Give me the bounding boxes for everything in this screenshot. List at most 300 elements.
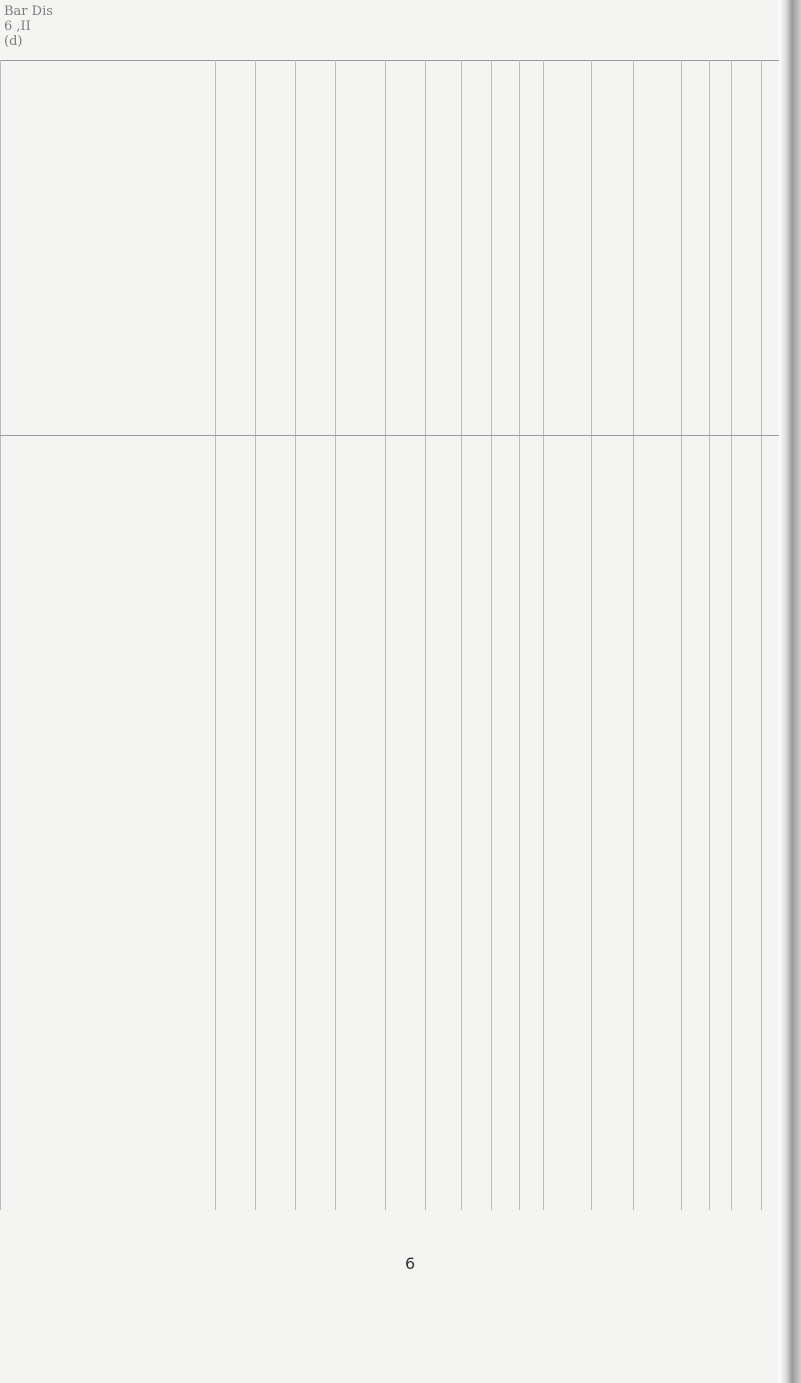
table-cell — [386, 836, 426, 867]
table-row — [1, 590, 796, 621]
table-cell — [386, 1021, 426, 1052]
table-cell — [386, 713, 426, 744]
table-cell — [544, 775, 592, 806]
column-header — [462, 61, 492, 436]
table-cell — [256, 436, 296, 467]
table-cell — [520, 682, 544, 713]
row-label — [1, 651, 216, 682]
table-cell — [710, 682, 732, 713]
table-cell — [492, 867, 520, 898]
table-cell — [386, 559, 426, 590]
table-cell — [296, 1052, 336, 1083]
table-cell — [732, 805, 762, 836]
table-cell — [492, 836, 520, 867]
table-cell — [634, 898, 682, 929]
table-row — [1, 436, 796, 467]
table-cell — [336, 867, 386, 898]
table-cell — [710, 590, 732, 621]
table-cell — [520, 1021, 544, 1052]
table-cell — [256, 990, 296, 1021]
table-cell — [634, 775, 682, 806]
table-cell — [462, 498, 492, 529]
table-cell — [634, 621, 682, 652]
table-cell — [682, 559, 710, 590]
table-cell — [386, 467, 426, 498]
row-label — [1, 775, 216, 806]
row-label — [1, 744, 216, 775]
table-cell — [520, 1082, 544, 1210]
page-edge-shadow — [779, 0, 801, 1383]
table-cell — [682, 528, 710, 559]
table-cell — [592, 590, 634, 621]
table-cell — [386, 682, 426, 713]
table-cell — [492, 559, 520, 590]
table-cell — [216, 1082, 256, 1210]
table-cell — [462, 621, 492, 652]
table-cell — [634, 929, 682, 960]
table-row — [1, 682, 796, 713]
table-cell — [426, 590, 462, 621]
table-cell — [710, 1052, 732, 1083]
table-cell — [710, 898, 732, 929]
table-cell — [216, 651, 256, 682]
table-cell — [216, 1052, 256, 1083]
table-cell — [544, 651, 592, 682]
table-cell — [386, 898, 426, 929]
table-cell — [492, 467, 520, 498]
table-cell — [216, 559, 256, 590]
table-cell — [256, 959, 296, 990]
column-header — [296, 61, 336, 436]
table-cell — [462, 590, 492, 621]
table-cell — [732, 1082, 762, 1210]
table-cell — [544, 1052, 592, 1083]
table-cell — [336, 898, 386, 929]
table-row — [1, 651, 796, 682]
table-cell — [492, 1082, 520, 1210]
table-cell — [296, 436, 336, 467]
table-cell — [462, 805, 492, 836]
table-cell — [520, 559, 544, 590]
table-cell — [634, 805, 682, 836]
table-cell — [710, 990, 732, 1021]
row-label — [1, 1021, 216, 1052]
table-cell — [256, 1021, 296, 1052]
table-cell — [492, 990, 520, 1021]
table-cell — [336, 436, 386, 467]
table-cell — [710, 805, 732, 836]
table-cell — [256, 621, 296, 652]
table-cell — [732, 744, 762, 775]
table-row — [1, 1021, 796, 1052]
table-row — [1, 959, 796, 990]
table-cell — [592, 682, 634, 713]
data-table — [0, 60, 796, 1210]
table-cell — [492, 528, 520, 559]
table-cell — [710, 559, 732, 590]
table-cell — [682, 498, 710, 529]
table-row — [1, 990, 796, 1021]
column-header — [544, 61, 592, 436]
table-cell — [256, 836, 296, 867]
table-cell — [520, 498, 544, 529]
column-header — [386, 61, 426, 436]
table-cell — [520, 621, 544, 652]
table-cell — [732, 1021, 762, 1052]
table-cell — [216, 775, 256, 806]
column-header — [492, 61, 520, 436]
table-cell — [592, 867, 634, 898]
table-cell — [682, 621, 710, 652]
table-cell — [462, 775, 492, 806]
table-cell — [492, 436, 520, 467]
row-label — [1, 1052, 216, 1083]
table-cell — [592, 990, 634, 1021]
table-cell — [520, 929, 544, 960]
table-cell — [492, 713, 520, 744]
table-cell — [592, 898, 634, 929]
table-cell — [634, 467, 682, 498]
table-cell — [492, 1021, 520, 1052]
table-cell — [710, 621, 732, 652]
table-cell — [682, 959, 710, 990]
table-cell — [682, 713, 710, 744]
table-cell — [492, 959, 520, 990]
row-label — [1, 929, 216, 960]
table-cell — [386, 621, 426, 652]
table-cell — [710, 651, 732, 682]
table-cell — [256, 682, 296, 713]
table-cell — [634, 836, 682, 867]
table-cell — [462, 436, 492, 467]
table-cell — [544, 744, 592, 775]
row-label — [1, 467, 216, 498]
table-cell — [732, 836, 762, 867]
table-cell — [336, 990, 386, 1021]
page-number: 6 — [405, 1254, 416, 1273]
column-header — [1, 61, 216, 436]
table-cell — [544, 467, 592, 498]
table-cell — [544, 867, 592, 898]
table-cell — [462, 682, 492, 713]
table-cell — [634, 528, 682, 559]
table-cell — [682, 775, 710, 806]
table-cell — [544, 805, 592, 836]
table-cell — [336, 528, 386, 559]
table-cell — [592, 621, 634, 652]
table-cell — [256, 805, 296, 836]
table-cell — [634, 436, 682, 467]
table-cell — [426, 528, 462, 559]
table-cell — [634, 1021, 682, 1052]
table-cell — [492, 898, 520, 929]
table-cell — [592, 929, 634, 960]
table-cell — [492, 651, 520, 682]
table-cell — [732, 898, 762, 929]
table-cell — [386, 436, 426, 467]
table-cell — [216, 621, 256, 652]
table-cell — [386, 805, 426, 836]
table-cell — [544, 898, 592, 929]
table-cell — [732, 467, 762, 498]
table-cell — [732, 621, 762, 652]
table-cell — [682, 836, 710, 867]
table-cell — [216, 528, 256, 559]
table-cell — [256, 590, 296, 621]
table-cell — [520, 590, 544, 621]
table-cell — [634, 1082, 682, 1210]
table-cell — [682, 651, 710, 682]
table-cell — [216, 929, 256, 960]
table-cell — [216, 805, 256, 836]
table-cell — [682, 990, 710, 1021]
table-row — [1, 775, 796, 806]
column-header — [682, 61, 710, 436]
table-cell — [732, 959, 762, 990]
table-cell — [682, 898, 710, 929]
table-row — [1, 528, 796, 559]
table-cell — [386, 744, 426, 775]
table-cell — [336, 559, 386, 590]
table-cell — [592, 651, 634, 682]
table-cell — [634, 867, 682, 898]
table-cell — [336, 682, 386, 713]
table-cell — [336, 713, 386, 744]
table-cell — [296, 990, 336, 1021]
table-cell — [682, 1052, 710, 1083]
table-cell — [426, 651, 462, 682]
table-cell — [336, 959, 386, 990]
table-cell — [682, 744, 710, 775]
row-label — [1, 682, 216, 713]
table-cell — [296, 959, 336, 990]
table-cell — [634, 682, 682, 713]
table-cell — [592, 744, 634, 775]
table-cell — [710, 713, 732, 744]
table-cell — [462, 1021, 492, 1052]
table-cell — [426, 744, 462, 775]
table-cell — [216, 498, 256, 529]
table-cell — [462, 651, 492, 682]
table-cell — [336, 1082, 386, 1210]
table-cell — [462, 467, 492, 498]
table-cell — [710, 436, 732, 467]
table-cell — [296, 929, 336, 960]
table-cell — [544, 498, 592, 529]
table-cell — [296, 713, 336, 744]
table-cell — [682, 805, 710, 836]
row-label — [1, 528, 216, 559]
table-row — [1, 713, 796, 744]
table-cell — [296, 898, 336, 929]
table-cell — [544, 528, 592, 559]
table-cell — [634, 1052, 682, 1083]
table-cell — [336, 744, 386, 775]
table-cell — [462, 959, 492, 990]
table-cell — [592, 559, 634, 590]
table-row — [1, 498, 796, 529]
table-cell — [336, 651, 386, 682]
table-cell — [426, 1021, 462, 1052]
table-cell — [732, 775, 762, 806]
table-row — [1, 805, 796, 836]
table-cell — [426, 713, 462, 744]
table-cell — [336, 805, 386, 836]
row-label — [1, 621, 216, 652]
table-cell — [592, 498, 634, 529]
table-cell — [216, 590, 256, 621]
table-cell — [426, 898, 462, 929]
table-cell — [592, 959, 634, 990]
table-cell — [462, 929, 492, 960]
table-cell — [634, 959, 682, 990]
table-row — [1, 559, 796, 590]
table-cell — [296, 836, 336, 867]
table-cell — [732, 651, 762, 682]
table-cell — [426, 498, 462, 529]
table-cell — [462, 744, 492, 775]
table-cell — [492, 498, 520, 529]
table-cell — [732, 436, 762, 467]
table-cell — [256, 1052, 296, 1083]
table-cell — [426, 436, 462, 467]
table-cell — [336, 467, 386, 498]
table-cell — [592, 836, 634, 867]
table-cell — [544, 959, 592, 990]
table-cell — [426, 1052, 462, 1083]
table-cell — [492, 929, 520, 960]
table-cell — [336, 836, 386, 867]
table-row — [1, 898, 796, 929]
table-cell — [732, 929, 762, 960]
table-cell — [732, 990, 762, 1021]
table-row — [1, 467, 796, 498]
table-cell — [336, 621, 386, 652]
table-cell — [520, 528, 544, 559]
table-cell — [426, 1082, 462, 1210]
table-cell — [336, 1052, 386, 1083]
table-cell — [426, 467, 462, 498]
table-cell — [492, 590, 520, 621]
column-header — [592, 61, 634, 436]
table-cell — [462, 1082, 492, 1210]
table-cell — [256, 775, 296, 806]
table-cell — [216, 836, 256, 867]
row-label — [1, 498, 216, 529]
table-cell — [336, 498, 386, 529]
table-cell — [216, 867, 256, 898]
table-cell — [682, 682, 710, 713]
table-cell — [520, 775, 544, 806]
table-row — [1, 929, 796, 960]
table-cell — [386, 775, 426, 806]
table-cell — [336, 590, 386, 621]
table-cell — [462, 713, 492, 744]
table-cell — [256, 467, 296, 498]
table-row — [1, 836, 796, 867]
table-cell — [732, 682, 762, 713]
table-cell — [544, 1021, 592, 1052]
table-cell — [520, 436, 544, 467]
table-cell — [682, 1021, 710, 1052]
table-cell — [216, 990, 256, 1021]
table-cell — [462, 1052, 492, 1083]
table-cell — [544, 590, 592, 621]
table-cell — [710, 1021, 732, 1052]
table-cell — [336, 1021, 386, 1052]
table-cell — [492, 682, 520, 713]
table-cell — [592, 1082, 634, 1210]
table-cell — [462, 836, 492, 867]
table-cell — [544, 713, 592, 744]
table-cell — [592, 467, 634, 498]
corner-marks — [0, 0, 154, 56]
table-cell — [520, 990, 544, 1021]
table-body — [1, 436, 796, 1211]
table-cell — [462, 559, 492, 590]
table-row — [1, 1052, 796, 1083]
column-header — [256, 61, 296, 436]
table-cell — [216, 1021, 256, 1052]
table-cell — [386, 1052, 426, 1083]
table-cell — [256, 559, 296, 590]
table-cell — [520, 713, 544, 744]
table-cell — [592, 528, 634, 559]
table-cell — [296, 498, 336, 529]
table-cell — [634, 590, 682, 621]
table-cell — [710, 775, 732, 806]
table-cell — [296, 682, 336, 713]
table-cell — [732, 713, 762, 744]
table-cell — [426, 836, 462, 867]
table-cell — [520, 467, 544, 498]
table-row — [1, 1082, 796, 1210]
table-cell — [544, 990, 592, 1021]
table-cell — [710, 929, 732, 960]
table-cell — [682, 467, 710, 498]
table-cell — [256, 498, 296, 529]
table-cell — [544, 621, 592, 652]
table-header-row — [1, 61, 796, 436]
table-cell — [256, 898, 296, 929]
table-cell — [634, 990, 682, 1021]
table-cell — [732, 1052, 762, 1083]
table-cell — [462, 528, 492, 559]
table-cell — [710, 498, 732, 529]
table-cell — [256, 528, 296, 559]
table-cell — [732, 867, 762, 898]
table-cell — [386, 959, 426, 990]
corner-line: (d) — [4, 34, 23, 49]
table-cell — [710, 959, 732, 990]
table-cell — [544, 836, 592, 867]
table-cell — [426, 682, 462, 713]
table-cell — [592, 805, 634, 836]
table-cell — [710, 467, 732, 498]
table-cell — [462, 867, 492, 898]
table-cell — [634, 713, 682, 744]
table-cell — [386, 528, 426, 559]
table-cell — [544, 1082, 592, 1210]
table-cell — [216, 744, 256, 775]
table-cell — [710, 836, 732, 867]
table-cell — [462, 990, 492, 1021]
table-cell — [492, 805, 520, 836]
table-cell — [634, 651, 682, 682]
row-label — [1, 436, 216, 467]
table-cell — [296, 528, 336, 559]
table-cell — [520, 898, 544, 929]
